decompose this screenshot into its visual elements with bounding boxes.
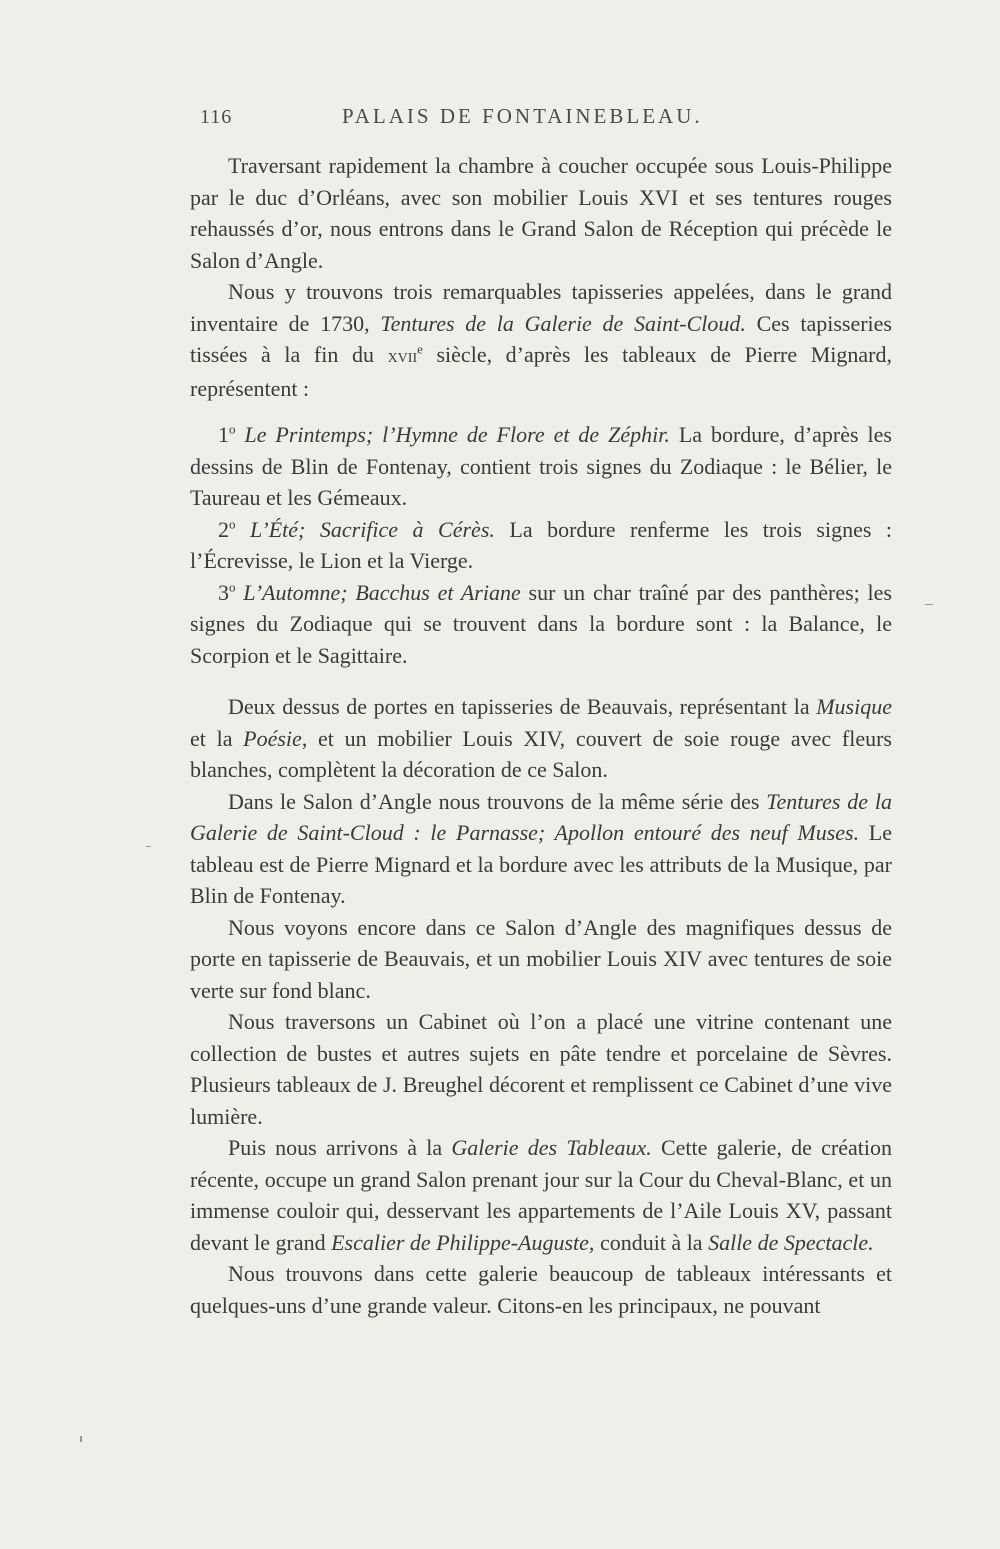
- print-speck: [80, 1436, 82, 1442]
- running-header: [190, 104, 890, 136]
- paragraph-tableaux: [190, 1258, 892, 1321]
- superscript: e: [417, 341, 423, 357]
- paragraph-dessus-portes: [190, 691, 892, 786]
- text-run: Dans le Salon d’Angle nous trouvons de la même série des: [228, 788, 767, 814]
- paragraph-galerie: [190, 1132, 892, 1258]
- paragraph-salon-angle: [190, 786, 892, 912]
- ordinal-mark: o: [229, 579, 236, 595]
- list-item-ete: [190, 514, 892, 577]
- paragraph-mobilier: [190, 912, 892, 1007]
- text-run: Ces tapisseries tissées à la fin du: [190, 310, 892, 367]
- italic-word: Musique: [816, 694, 892, 719]
- text-run: Cette galerie, de création récente, occupe un grand Salon prenant jour sur la Cour du Cheval-Blanc, et un immense couloir qui, desservant les appartements de l’Aile Louis XV, passant devant le grand: [190, 1135, 893, 1255]
- italic-title: Escalier de Philippe-Auguste,: [331, 1229, 595, 1255]
- text-run: siècle, d’après les tableaux de Pierre Mignard, représentent :: [190, 342, 892, 401]
- text-run: conduit à la: [594, 1229, 709, 1255]
- text-run: La bordure, d’après les dessins de Blin de Fontenay, contient trois signes du Zodiaque : le Bélier, le Taureau et les Gémeaux.: [190, 422, 892, 510]
- item-number: 3: [218, 579, 229, 605]
- italic-title: L’Automne; Bacchus et Ariane: [235, 579, 521, 605]
- running-title: PALAIS DE FONTAINEBLEAU.: [342, 104, 703, 128]
- century-numeral: xvii: [387, 345, 418, 367]
- page-number: 116: [200, 106, 233, 128]
- print-speck: [146, 846, 151, 847]
- paragraph-cabinet: [190, 1006, 892, 1132]
- item-number: 1: [218, 422, 229, 447]
- paragraph-text: Traversant rapidement la chambre à coucher occupée sous Louis-Philippe par le duc d’Orléans, avec son mobilier Louis XVI et ses tentures rouges rehaussés d’or, nous entrons dans le Grand Salon de Réception qui précède le Salon d’Angle.: [190, 153, 892, 273]
- text-run: sur un char traîné par des panthères; les signes du Zodiaque qui se trouvent dans la bordure sont : la Balance, le Scorpion et le Sagittaire.: [190, 579, 892, 668]
- paragraph-text: Nous traversons un Cabinet où l’on a placé une vitrine contenant une collection de bustes et autres sujets en pâte tendre et porcelaine de Sèvres. Plusieurs tableaux de J. Breughel décorent et remplissent ce Cabinet d’une vive lumière.: [190, 1009, 892, 1129]
- paragraph-text: Nous voyons encore dans ce Salon d’Angle des magnifiques dessus de porte en tapisserie de Beauvais, et un mobilier Louis XIV avec tentures de soie verte sur fond blanc.: [190, 914, 892, 1003]
- paragraph-text: Nous trouvons dans cette galerie beaucoup de tableaux intéressants et quelques-uns d’une grande valeur. Citons-en les principaux, ne pouvant: [190, 1261, 892, 1318]
- text-run: et la: [190, 725, 244, 751]
- print-speck: [925, 604, 933, 605]
- text-run: Le tableau est de Pierre Mignard et la bordure avec les attributs de la Musique, par Blin de Fontenay.: [190, 820, 893, 908]
- text-run: Nous y trouvons trois remarquables tapisseries appelées, dans le grand inventaire de 1730,: [190, 279, 892, 336]
- paragraph-chambre: [190, 150, 892, 276]
- italic-title: L’Été; Sacrifice à Cérès.: [235, 516, 495, 542]
- italic-title: Tentures de la Galerie de Saint-Cloud : le Parnasse; Apollon entouré des neuf Muses.: [190, 788, 893, 845]
- body-text: [190, 150, 892, 1321]
- italic-title: Galerie des Tableaux.: [451, 1135, 652, 1160]
- text-run: Puis nous arrivons à la: [228, 1135, 452, 1160]
- item-number: 2: [218, 516, 229, 542]
- italic-title: Salle de Spectacle.: [708, 1229, 874, 1255]
- text-run: , et un mobilier Louis XIV, couvert de soie rouge avec fleurs blanches, complètent la décoration de ce Salon.: [190, 725, 892, 782]
- ordinal-mark: o: [229, 516, 236, 532]
- paragraph-tapisseries: [190, 276, 892, 404]
- list-item-printemps: [190, 419, 892, 514]
- italic-title: Le Printemps; l’Hymne de Flore et de Zéphir.: [235, 422, 670, 447]
- text-run: La bordure renferme les trois signes : l’Écrevisse, le Lion et la Vierge.: [190, 516, 893, 573]
- italic-word: Poésie: [243, 725, 302, 751]
- ordinal-mark: o: [229, 421, 236, 437]
- italic-title: Tentures de la Galerie de Saint-Cloud.: [380, 310, 746, 336]
- list-item-automne: [190, 577, 892, 672]
- text-run: Deux dessus de portes en tapisseries de Beauvais, représentant la: [228, 694, 817, 719]
